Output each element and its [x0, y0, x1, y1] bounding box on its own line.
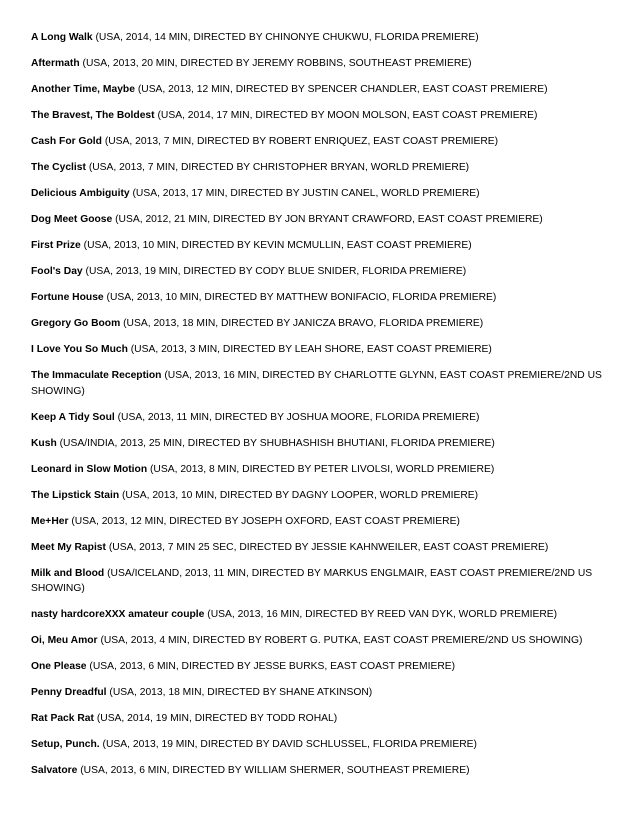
- film-title: First Prize: [31, 240, 81, 251]
- film-details: (USA, 2013, 19 MIN, DIRECTED BY CODY BLUE SNIDER, FLORIDA PREMIERE): [85, 266, 467, 277]
- film-title: Rat Pack Rat: [31, 713, 94, 724]
- film-entry: [31, 514, 611, 530]
- film-details: (USA, 2013, 12 MIN, DIRECTED BY JOSEPH OXFORD, EAST COAST PREMIERE): [71, 515, 460, 527]
- film-title: The Lipstick Stain: [31, 489, 120, 501]
- film-details: (USA, 2013, 16 MIN, DIRECTED BY CHARLOTTE GLYNN, EAST COAST PREMIERE/2ND US SHOWING): [31, 370, 602, 397]
- film-entry: [31, 342, 611, 358]
- film-title: Cash For Gold: [31, 136, 102, 147]
- film-title: Penny Dreadful: [31, 687, 107, 698]
- film-title: Dog Meet Goose: [31, 214, 113, 225]
- film-entry: [31, 186, 611, 202]
- film-entry: [31, 462, 611, 478]
- film-title: One Please: [31, 661, 87, 672]
- film-list: [31, 30, 611, 789]
- film-details: (USA, 2013, 11 MIN, DIRECTED BY JOSHUA MOORE, FLORIDA PREMIERE): [117, 411, 480, 423]
- film-title: Leonard in Slow Motion: [31, 463, 148, 475]
- film-title: The Cyclist: [31, 162, 86, 173]
- film-title: Gregory Go Boom: [31, 318, 121, 329]
- film-details: (USA, 2013, 6 MIN, DIRECTED BY WILLIAM SHERMER, SOUTHEAST PREMIERE): [80, 765, 470, 776]
- film-title: Delicious Ambiguity: [31, 188, 130, 199]
- film-entry: [31, 410, 611, 426]
- film-details: (USA, 2013, 18 MIN, DIRECTED BY SHANE ATKINSON): [109, 687, 373, 698]
- film-entry: [31, 212, 611, 228]
- film-details: (USA, 2013, 7 MIN, DIRECTED BY ROBERT ENRIQUEZ, EAST COAST PREMIERE): [104, 136, 499, 147]
- film-details: (USA, 2013, 10 MIN, DIRECTED BY DAGNY LOOPER, WORLD PREMIERE): [122, 489, 479, 501]
- film-entry: [31, 659, 611, 675]
- film-title: Kush: [31, 437, 57, 449]
- film-title: Salvatore: [31, 765, 78, 776]
- film-title: nasty hardcoreXXX amateur couple: [31, 609, 205, 620]
- film-details: (USA, 2013, 19 MIN, DIRECTED BY DAVID SCHLUSSEL, FLORIDA PREMIERE): [102, 739, 477, 750]
- film-entry: [31, 108, 611, 124]
- film-title: The Immaculate Reception: [31, 370, 162, 381]
- film-details: (USA, 2013, 20 MIN, DIRECTED BY JEREMY ROBBINS, SOUTHEAST PREMIERE): [82, 58, 472, 69]
- film-details: (USA/INDIA, 2013, 25 MIN, DIRECTED BY SHUBHASHISH BHUTIANI, FLORIDA PREMIERE): [59, 437, 495, 449]
- film-entry: [31, 566, 611, 597]
- film-details: (USA, 2012, 21 MIN, DIRECTED BY JON BRYANT CRAWFORD, EAST COAST PREMIERE): [115, 214, 543, 225]
- film-entry: [31, 160, 611, 176]
- film-title: I Love You So Much: [31, 344, 128, 355]
- film-title: Aftermath: [31, 58, 80, 69]
- film-details: (USA, 2013, 16 MIN, DIRECTED BY REED VAN DYK, WORLD PREMIERE): [207, 609, 558, 620]
- film-title: A Long Walk: [31, 32, 93, 43]
- film-details: (USA, 2013, 6 MIN, DIRECTED BY JESSE BURKS, EAST COAST PREMIERE): [89, 661, 456, 672]
- film-details: (USA, 2013, 4 MIN, DIRECTED BY ROBERT G. PUTKA, EAST COAST PREMIERE/2ND US SHOWING): [100, 635, 583, 646]
- film-entry: [31, 56, 611, 72]
- film-details: (USA, 2013, 7 MIN 25 SEC, DIRECTED BY JESSIE KAHNWEILER, EAST COAST PREMIERE): [108, 541, 549, 553]
- film-title: Setup, Punch.: [31, 739, 100, 750]
- film-entry: [31, 488, 611, 504]
- film-details: (USA, 2013, 18 MIN, DIRECTED BY JANICZA BRAVO, FLORIDA PREMIERE): [123, 318, 484, 329]
- film-entry: [31, 607, 611, 623]
- film-details: (USA, 2013, 12 MIN, DIRECTED BY SPENCER CHANDLER, EAST COAST PREMIERE): [137, 84, 548, 95]
- film-entry: [31, 737, 611, 753]
- film-entry: [31, 368, 611, 399]
- film-entry: [31, 82, 611, 98]
- film-title: Keep A Tidy Soul: [31, 411, 115, 423]
- film-details: (USA, 2013, 10 MIN, DIRECTED BY MATTHEW BONIFACIO, FLORIDA PREMIERE): [106, 292, 497, 303]
- film-title: Milk and Blood: [31, 567, 105, 579]
- film-title: Another Time, Maybe: [31, 84, 135, 95]
- film-details: (USA, 2014, 17 MIN, DIRECTED BY MOON MOLSON, EAST COAST PREMIERE): [157, 110, 538, 121]
- film-details: (USA, 2014, 19 MIN, DIRECTED BY TODD ROHAL): [96, 713, 338, 724]
- film-title: Fortune House: [31, 292, 104, 303]
- film-entry: [31, 711, 611, 727]
- film-details: (USA, 2013, 3 MIN, DIRECTED BY LEAH SHORE, EAST COAST PREMIERE): [130, 344, 492, 355]
- film-title: The Bravest, The Boldest: [31, 110, 155, 121]
- film-entry: [31, 30, 611, 46]
- film-title: Fool's Day: [31, 266, 83, 277]
- film-details: (USA/ICELAND, 2013, 11 MIN, DIRECTED BY MARKUS ENGLMAIR, EAST COAST PREMIERE/2ND US SHOWING): [31, 567, 593, 594]
- film-entry: [31, 264, 611, 280]
- film-entry: [31, 290, 611, 306]
- film-title: Me+Her: [31, 515, 69, 527]
- film-entry: [31, 633, 611, 649]
- film-details: (USA, 2013, 17 MIN, DIRECTED BY JUSTIN CANEL, WORLD PREMIERE): [132, 188, 480, 199]
- film-entry: [31, 685, 611, 701]
- film-title: Meet My Rapist: [31, 541, 106, 553]
- film-details: (USA, 2014, 14 MIN, DIRECTED BY CHINONYE CHUKWU, FLORIDA PREMIERE): [95, 32, 479, 43]
- film-entry: [31, 540, 611, 556]
- film-details: (USA, 2013, 8 MIN, DIRECTED BY PETER LIVOLSI, WORLD PREMIERE): [150, 463, 495, 475]
- film-details: (USA, 2013, 10 MIN, DIRECTED BY KEVIN MCMULLIN, EAST COAST PREMIERE): [83, 240, 472, 251]
- film-entry: [31, 763, 611, 779]
- film-entry: [31, 238, 611, 254]
- film-details: (USA, 2013, 7 MIN, DIRECTED BY CHRISTOPHER BRYAN, WORLD PREMIERE): [88, 162, 470, 173]
- film-entry: [31, 134, 611, 150]
- film-title: Oi, Meu Amor: [31, 635, 98, 646]
- film-entry: [31, 436, 611, 452]
- film-entry: [31, 316, 611, 332]
